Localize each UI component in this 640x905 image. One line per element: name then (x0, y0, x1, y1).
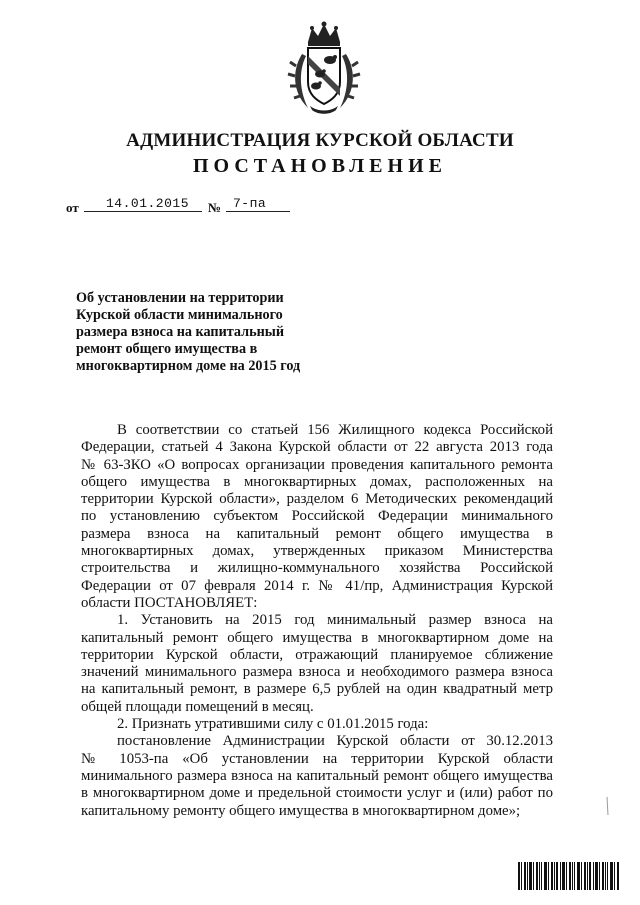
body-line: территории Курской области», разделом 6 Методических рекомендаций (81, 491, 553, 508)
date-underline (84, 211, 202, 212)
body-line: № 63-ЗКО «О вопросах организации проведения капитального ремонта (81, 456, 553, 473)
document-subject (76, 290, 356, 375)
kursk-coat-of-arms-icon (286, 20, 362, 116)
date-value: 14.01.2015 (106, 196, 190, 211)
body-line: постановление Администрации Курской области от 30.12.2013 (117, 733, 553, 750)
body-line: общей площади помещений в месяц. (81, 698, 314, 715)
body-line: по установлению субъектом Российской Федерации минимального (81, 508, 553, 525)
body-line: в многоквартирном доме и предельной стоимости услуг и (или) работ по (81, 785, 553, 802)
body-line: 1. Установить на 2015 год минимальный размер взноса на (117, 612, 553, 629)
margin-tick-mark (606, 797, 610, 815)
body-line: общего имущества в многоквартирных домах, расположенных на (81, 473, 553, 490)
body-line: значений минимального размера взноса и необходимого размера взноса (81, 664, 553, 681)
body-line: размера взноса на капитальный ремонт общего имущества в (81, 525, 553, 542)
body-line: строительства и жилищно-коммунального хозяйства Российской (81, 560, 553, 577)
body-line: Федерации от 07 февраля 2014 г. № 41/пр, Администрация Курской (81, 577, 553, 594)
body-line: многоквартирных домах, утвержденных приказом Министерства (81, 543, 553, 560)
body-line: капитальному ремонту общего имущества в многоквартирном доме»; (81, 802, 521, 819)
subject-line: многоквартирном доме на 2015 год (76, 358, 301, 374)
authority-heading: АДМИНИСТРАЦИЯ КУРСКОЙ ОБЛАСТИ (126, 130, 514, 151)
body-line: территории Курской области, отражающий планируемое сближение (81, 646, 553, 663)
number-underline (226, 211, 290, 212)
body-line: В соответствии со статьей 156 Жилищного кодекса Российской (117, 422, 553, 438)
subject-line: размера взноса на капитальный (76, 324, 284, 340)
date-label: от (66, 200, 79, 215)
subject-line: Об установлении на территории (76, 290, 284, 306)
body-line: № 1053-па «Об установлении на территории Курской области (81, 750, 553, 767)
document-type-heading: ПОСТАНОВЛЕНИЕ (193, 155, 447, 177)
body-line: области ПОСТАНОВЛЯЕТ: (81, 594, 258, 611)
number-value: 7-па (233, 196, 267, 211)
body-line: минимального размера взноса на капитальный ремонт общего имущества (81, 767, 553, 784)
document-body (81, 422, 553, 820)
body-line: капитальный ремонт общего имущества в многоквартирном доме на (81, 629, 553, 646)
barcode-icon (518, 862, 620, 890)
subject-line: Курской области минимального (76, 307, 283, 323)
subject-line: ремонт общего имущества в (76, 341, 258, 357)
body-line: 2. Признать утратившими силу с 01.01.2015 года: (117, 716, 429, 733)
body-line: Федерации, статьей 4 Закона Курской области от 22 августа 2013 года (81, 439, 553, 456)
number-label: № (208, 200, 222, 215)
body-line: на капитальный ремонт, в размере 6,5 рублей на один квадратный метр (81, 681, 553, 698)
